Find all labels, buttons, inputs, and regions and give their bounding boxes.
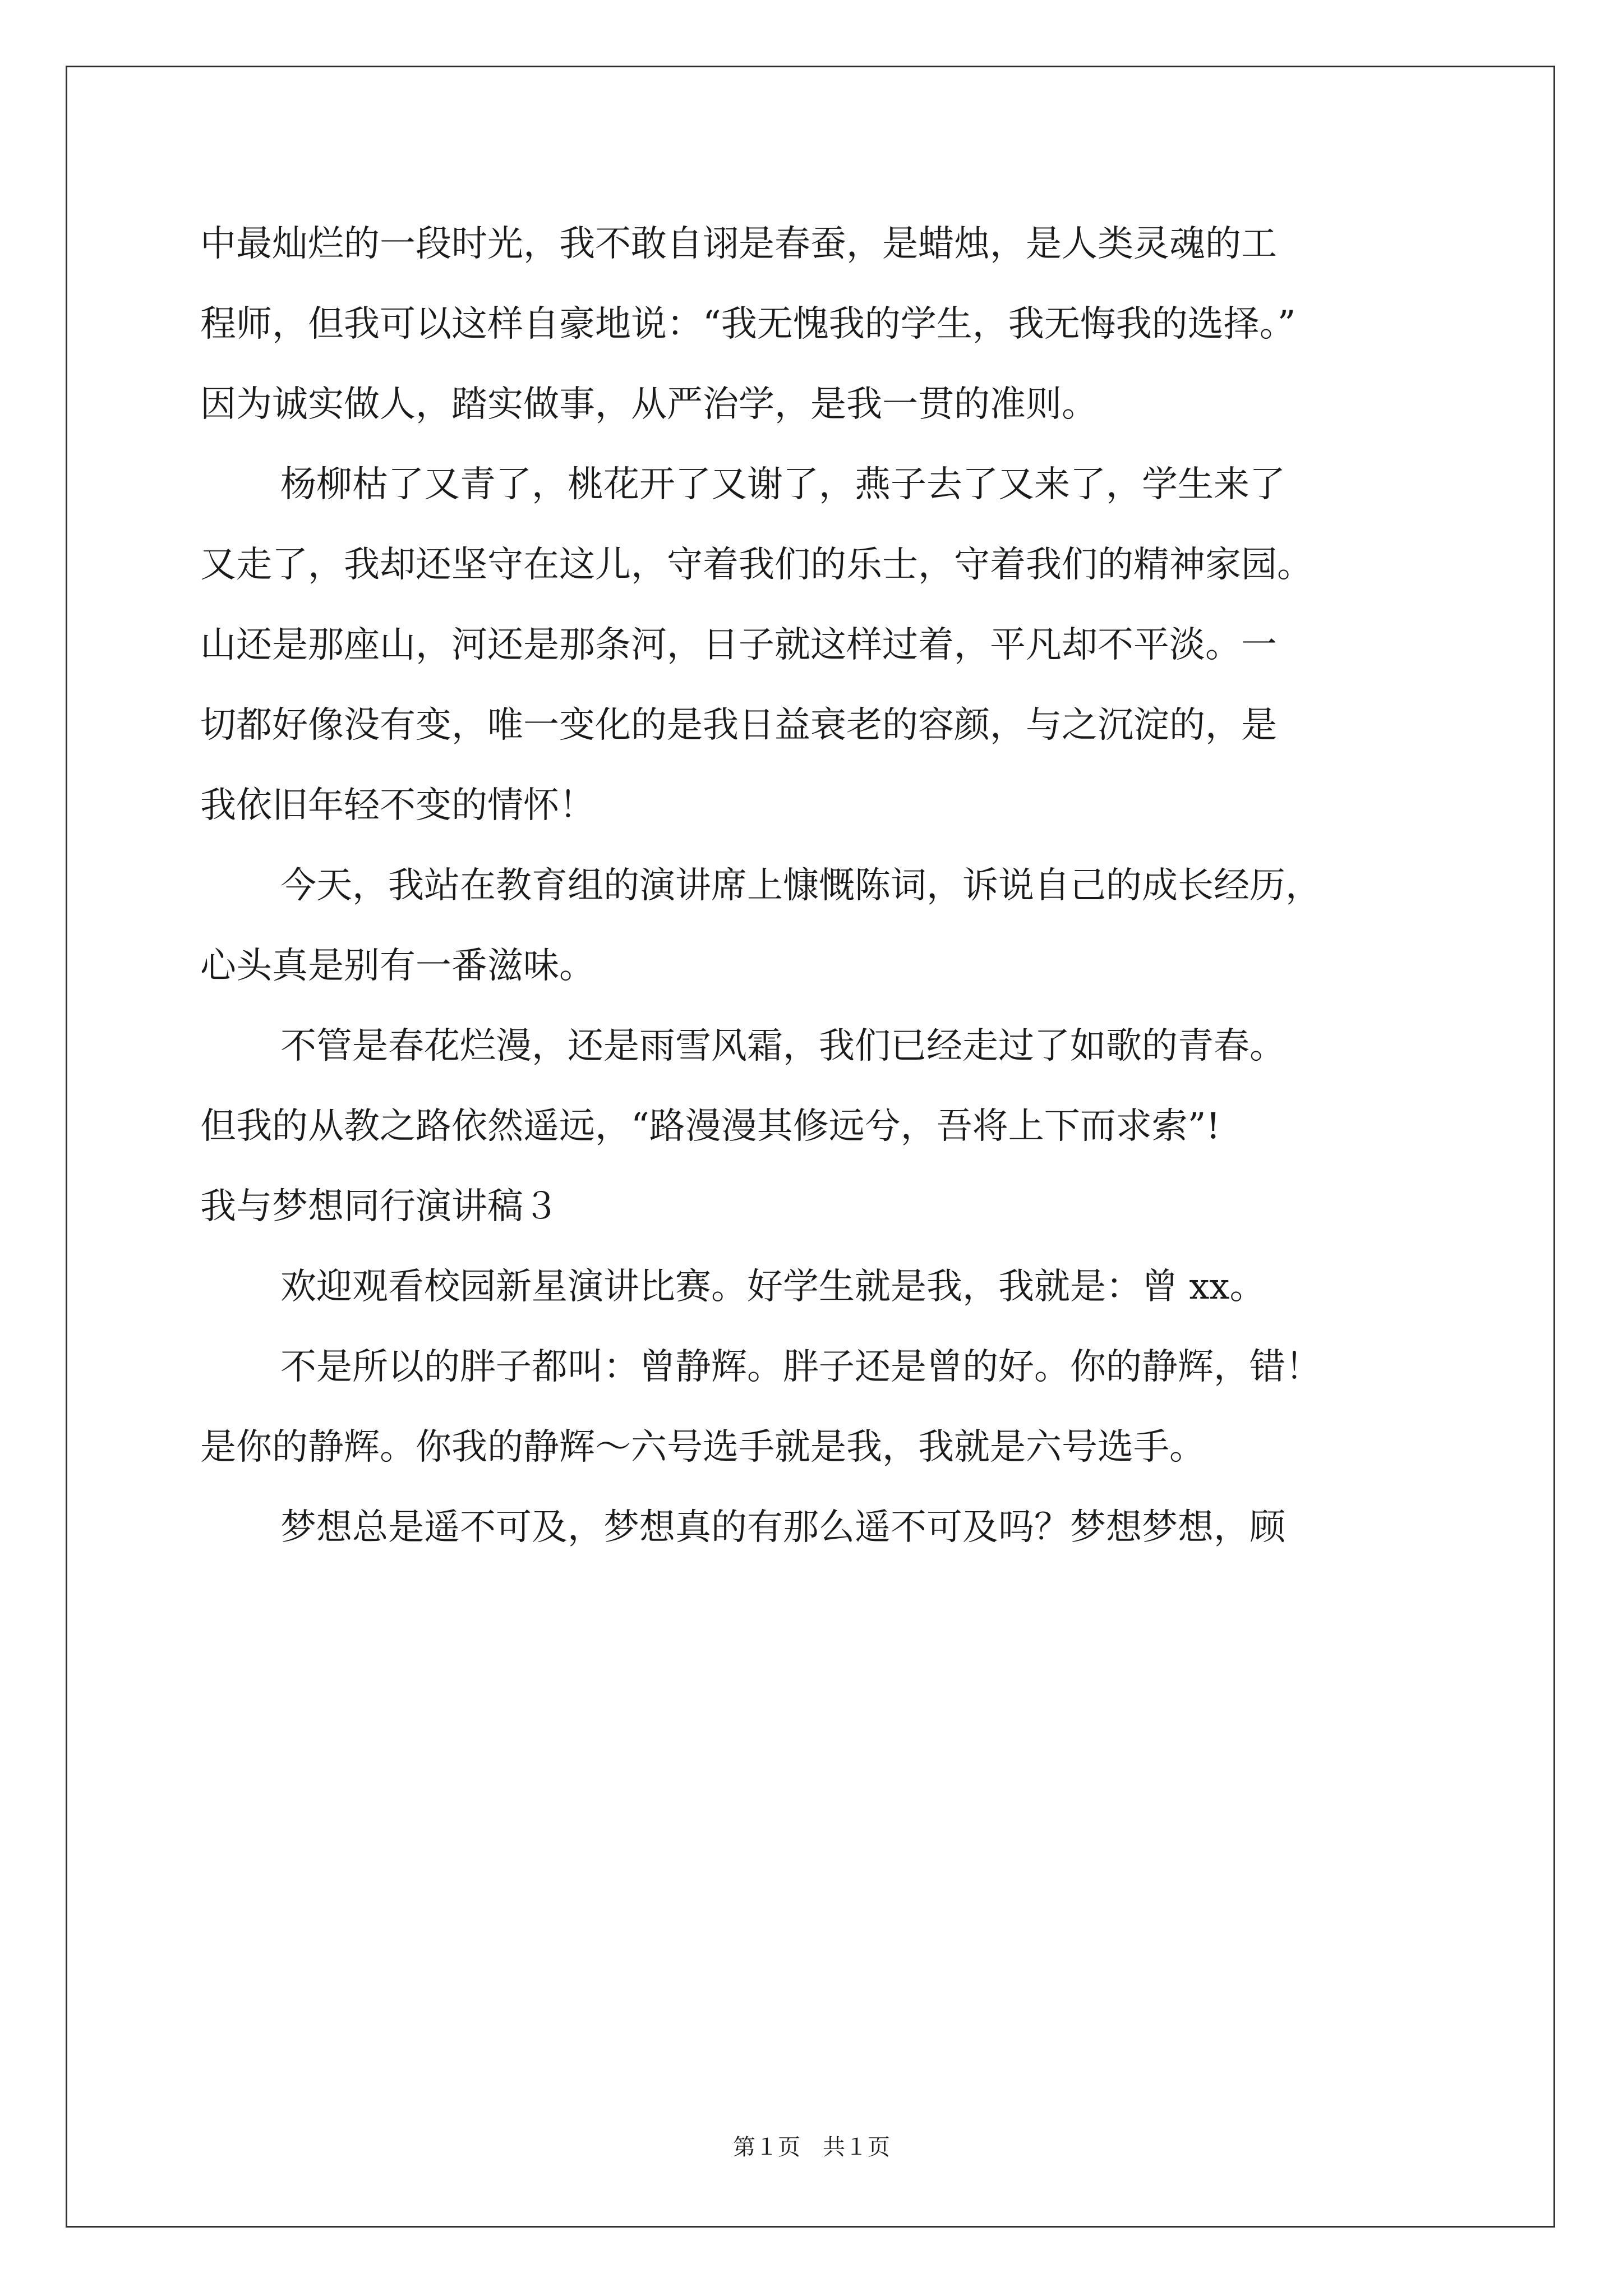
paragraph-first-line: 梦想总是遥不可及，梦想真的有那么遥不可及吗？梦想梦想，顾 [280,1507,1285,1548]
text-line: 中最灿烂的一段时光，我不敢自诩是春蚕，是蜡烛，是人类灵魂的工 [200,223,1277,265]
text-line: 但我的从教之路依然遥远，“路漫漫其修远兮，吾将上下而求索”! [200,1106,1221,1147]
paragraph-first-line: 杨柳枯了又青了，桃花开了又谢了，燕子去了又来了，学生来了 [280,464,1285,505]
text-line: 因为诚实做人，踏实做事，从严治学，是我一贯的准则。 [200,384,1098,425]
section-heading: 我与梦想同行演讲稿３ [200,1186,559,1227]
paragraph-first-line: 不管是春花烂漫，还是雨雪风霜，我们已经走过了如歌的青春。 [280,1025,1285,1067]
paragraph-first-line: 不是所以的胖子都叫：曾静辉。胖子还是曾的好。你的静辉，错！ [280,1346,1321,1388]
paragraph-first-line: 欢迎观看校园新星演讲比赛。好学生就是我，我就是：曾 xx。 [280,1266,1266,1308]
text-line: 是你的静辉。你我的静辉～六号选手就是我，我就是六号选手。 [200,1427,1205,1468]
text-line: 又走了，我却还坚守在这儿，守着我们的乐士，守着我们的精神家园。 [200,544,1313,586]
text-line: 我依旧年轻不变的情怀！ [200,785,595,826]
page-footer: 第１页 共１页 [733,2134,890,2160]
text-line: 心头真是别有一番滋味。 [200,945,595,987]
text-line: 程师，但我可以这样自豪地说：“我无愧我的学生，我无悔我的选择。” [200,303,1296,345]
text-line: 切都好像没有变，唯一变化的是我日益衰老的容颜，与之沉淀的，是 [200,705,1277,746]
text-line: 山还是那座山，河还是那条河，日子就这样过着，平凡却不平淡。一 [200,624,1277,666]
paragraph-first-line: 今天，我站在教育组的演讲席上慷慨陈词，诉说自己的成长经历， [280,865,1321,907]
